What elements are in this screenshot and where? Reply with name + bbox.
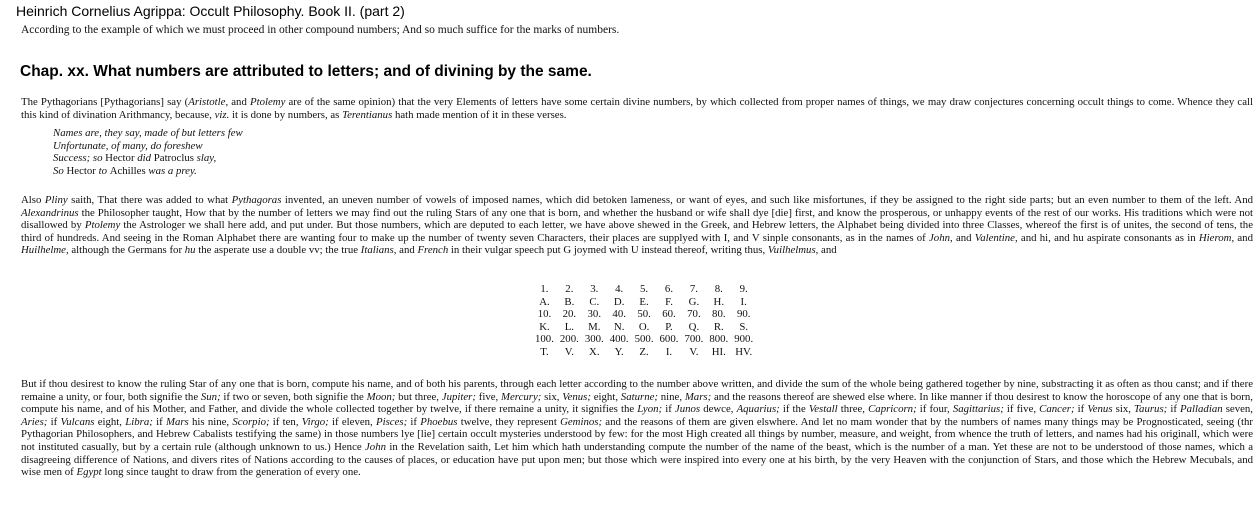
italic-name: Hierom (1198, 231, 1232, 244)
text-run: the asperate use a double vv; the true (195, 244, 361, 257)
text-run: if (47, 415, 61, 428)
italic-name: Saturne; (620, 390, 658, 403)
italic-name: Vulcans (60, 415, 95, 428)
table-cell: 7. (689, 283, 698, 295)
table-cell: E. (639, 295, 649, 308)
table-cell: 400. (609, 333, 629, 346)
intro-line: According to the example of which we must proceed in other compound numbers; And so much suffice for the marks of numbers. (21, 24, 620, 36)
verse-text: Unfortunate, of many, do foreshew (53, 139, 203, 152)
verse-line (53, 127, 243, 140)
italic-name: Egypt (76, 466, 102, 479)
text-run: the Astrologer we shall here add, and put under. But those numbers, which are deputed to each letter, we have above shewed in the Greek, and Hebrew letters, the Alphabet being divided into three Classes, whereof the first is of unites, the second of tens, the third of hundreds. And seeing in the Roman Alphabet there are wanting four to make up the number of twenty seven Characters, their places are supplyed with I, and V sinple consonants, as in the names of (21, 219, 1253, 244)
table-cell: S. (739, 320, 749, 333)
italic-name: French (417, 244, 449, 257)
italic-name: Libra; (125, 415, 153, 428)
table-cell: 800. (709, 333, 729, 346)
italic-name: Venus (1087, 403, 1113, 416)
text-run: , and (950, 231, 975, 244)
italic-name: Phoebus (420, 415, 458, 428)
italic-name: Venus; (562, 390, 591, 403)
table-row (532, 283, 756, 296)
italic-name: Pliny (44, 194, 68, 206)
text-run: in the Revelation saith, Let him which hath understanding compute the number of the name of the beast, which is the number of a man. Yet these are not to be understood of those names, which a disagreeing difference of Nations, and divers rites of Nations according to the causes of places, or education have put upon men; but those which were inspired into every one at his birth, by the very Heaven with the conjunction of Stars, and those which the Hebrew Mecubals, and wise men of (21, 440, 1254, 479)
text-run: but three, (395, 390, 442, 403)
italic-name: Vestall (808, 403, 838, 416)
table-cell: N. (613, 320, 625, 333)
text-run: for (166, 244, 185, 257)
table-cell: 5. (640, 283, 649, 295)
table-row (532, 296, 756, 309)
table-cell: 70. (687, 308, 701, 321)
italic-name: Pisces; (375, 415, 408, 428)
table-cell: P. (665, 320, 673, 333)
text-run: if (1074, 403, 1088, 416)
italic-name: Ptolemy (249, 96, 286, 108)
italic-name: Capricorn; (868, 403, 917, 416)
table-cell: 50. (637, 308, 651, 321)
letter-number-table (532, 283, 756, 359)
verse-name: Hector (66, 164, 96, 177)
text-run: eight, (94, 415, 126, 428)
italic-name: Italians (360, 244, 394, 257)
table-cell: 90. (736, 308, 751, 321)
table-cell: 2. (565, 283, 574, 295)
italic-name: Aquarius; (736, 403, 780, 416)
text-run: eight, (590, 390, 621, 403)
verse-name: Patroclus (153, 152, 194, 165)
table-cell: H. (713, 295, 725, 308)
text-run: if ten, (269, 415, 302, 428)
italic-name: Junos (674, 403, 701, 416)
italic-name: Terentianus (342, 108, 393, 121)
text-run: six, (541, 390, 563, 403)
text-run: if (152, 415, 166, 428)
table-cell: 80. (712, 308, 726, 321)
table-cell: 900. (734, 333, 754, 346)
table-cell: 600. (659, 333, 679, 346)
italic-name: Valentine (974, 231, 1015, 244)
table-cell: 700. (684, 333, 704, 346)
chapter-heading: Chap. xx. What numbers are attributed to letters; and of divining by the same. (20, 63, 592, 80)
italic-name: Cancer; (1039, 403, 1075, 416)
italic-name: hu (184, 244, 196, 257)
italic-name: Virgo; (301, 415, 329, 428)
verse-text: So (53, 164, 67, 177)
text-run: if (662, 403, 675, 416)
text-run: , and (1231, 231, 1253, 244)
table-cell: B. (564, 295, 575, 308)
table-row (532, 308, 756, 321)
text-run: hath made mention of it in these verses. (392, 108, 567, 121)
verse-name: Achilles (109, 164, 146, 177)
table-cell: M. (588, 320, 601, 333)
verse-block (53, 127, 243, 177)
text-run: twelve, they represent (457, 415, 561, 428)
table-cell: F. (665, 295, 673, 308)
text-run: invented, an uneven number of vowels of imposed names, which did betoken lameness, or want of eyes, and such like misfortunes, if they be assigned to the right side parts; but an even number to them of the left. And (281, 194, 1254, 206)
verse-text: Success; so (53, 152, 106, 165)
text-run: if (1167, 403, 1181, 416)
text-run: if eleven, (328, 415, 376, 428)
table-cell: 100. (535, 333, 554, 346)
paragraph-ruling-star (21, 378, 1253, 479)
text-run: if (407, 415, 421, 428)
table-cell: R. (713, 320, 724, 333)
table-cell: L. (564, 320, 574, 333)
table-cell: X. (589, 345, 600, 358)
italic-name: John (365, 440, 387, 453)
text-run: But if thou desirest to know the ruling Star of any one that is born, compute his name, and of both his parents, through each letter according to the number above written, and divide the sum of the whole being gathered together by nine, substracting it as often as thou canst; and if there remaine a unity, or four, both signifie the (21, 378, 1253, 403)
text-run: , and (393, 244, 418, 257)
text-run: the Philosopher taught, How that by the number of letters we may find out the ruling Stars of any one that is born, and whether the husband or wife shall dye [die] first, and know the prosperous, or unhappy events of the rest of our works. His traditions which were not disallowed by (21, 206, 1253, 232)
table-cell: HV. (735, 345, 753, 358)
page-title: Heinrich Cornelius Agrippa: Occult Philosophy. Book II. (part 2) (16, 3, 405, 19)
text-run: it is done by numbers, as (229, 108, 343, 121)
table-cell: V. (564, 345, 574, 358)
text-run: , although the (65, 244, 128, 257)
table-cell: 3. (590, 283, 599, 295)
text-run: in their vulgar speech put G joymed with U instead thereof, writing thus, (448, 244, 768, 257)
table-cell: 9. (739, 283, 748, 295)
italic-name: Scorpio; (232, 415, 270, 428)
text-run: if the (779, 403, 809, 416)
table-cell: HI. (711, 345, 726, 358)
italic-name: Moon; (366, 390, 396, 403)
verse-text: slay, (193, 152, 217, 165)
table-cell: 20. (562, 308, 577, 321)
text-run: five, (475, 390, 501, 403)
table-cell: I. (665, 345, 673, 358)
table-cell: 8. (714, 283, 723, 295)
italic-name: Mars; (684, 390, 712, 403)
text-run: six, (1112, 403, 1135, 416)
text-run: and the reasons thereof are shewed else where. In like manner if thou desirest to know the horoscope of any one that is born, compute his name, and of his Mother, and Father, and divide the whole collected together by twelve, if there remaine a unity, it signifies the (21, 390, 1254, 416)
verse-text: to (95, 164, 110, 177)
text-run: Also (21, 194, 45, 206)
paragraph-pliny (21, 194, 1253, 257)
table-row (532, 321, 756, 334)
italic-name: Palladian (1180, 403, 1223, 416)
verse-text: did (134, 152, 154, 165)
verse-line (53, 140, 243, 153)
table-cell: C. (589, 295, 600, 308)
text-run: saith, That there was added to what (67, 194, 232, 206)
text-run: The Pythagorians [Pythagorians] say ( (21, 96, 189, 108)
table-cell: Q. (688, 320, 700, 333)
paragraph-arithmancy (21, 96, 1253, 121)
table-cell: T. (540, 345, 549, 358)
table-cell: Y. (614, 345, 624, 358)
text-run: are of the same opinion) that the very Elements of letters have some certain divine numbers, by which collected from proper names of things, we may draw conjectures concerning occult things to come. Whence they call this kind of divination Arithmancy, because, (21, 96, 1253, 121)
italic-name: viz. (214, 108, 230, 121)
table-cell: 200. (559, 333, 579, 346)
italic-name: Lyon; (637, 403, 663, 416)
italic-name: Mercury; (500, 390, 542, 403)
verse-text: Names are, they say, made of but letters few (53, 127, 243, 139)
table-cell: 500. (634, 333, 654, 346)
verse-text: was a prey. (145, 164, 197, 177)
italic-name: Ptolemy (84, 219, 121, 232)
text-run: and the reasons of them are given elswhere. And let no mam wonder that by the numbers of names many things may be Prognosticated, seeing (thr Pythagorian Philosophers, and Hebrew Cabalists testifying the same) in those numbers lye [lie] certain occult mysteries understood by few: for the most High created all things by number, measure, and weight, from whence the truth of letters, and names had his originall, which were not instituted casually, but by a certain rule (although unknown to us.) Hence (21, 415, 1254, 453)
table-cell: V. (689, 345, 699, 358)
italic-name: Jupiter; (441, 390, 476, 403)
italic-name: Sagittarius; (952, 403, 1004, 416)
table-cell: 6. (664, 283, 674, 295)
table-cell: D. (613, 295, 625, 308)
text-run: if two or seven, both signifie the (220, 390, 367, 403)
verse-line (53, 152, 243, 165)
table-cell: 1. (540, 283, 549, 295)
italic-name: John (929, 231, 951, 244)
text-run: Germans (127, 244, 167, 257)
text-run: , and (815, 244, 837, 257)
italic-name: Huilhelme (21, 244, 66, 257)
table-cell: I. (740, 295, 747, 308)
table-cell: 40. (612, 308, 626, 321)
text-run: seven, (1222, 403, 1253, 416)
italic-name: Aristotle (188, 96, 226, 108)
text-run: if four, (916, 403, 953, 416)
text-run: three, (837, 403, 869, 416)
italic-name: Sun; (200, 390, 221, 403)
table-cell: O. (638, 320, 650, 333)
text-run: , and hi, and hu aspirate consonants as in (1014, 231, 1199, 244)
italic-name: Alexandrinus (21, 206, 79, 219)
table-cell: 300. (584, 333, 604, 346)
italic-name: Taurus; (1134, 403, 1168, 416)
table-cell: A. (539, 295, 550, 308)
table-cell: 10. (537, 308, 552, 321)
italic-name: Vuilhelmus (767, 244, 816, 257)
table-cell: K. (539, 320, 550, 333)
italic-name: Pythagoras (231, 194, 282, 206)
table-cell: 60. (662, 308, 676, 321)
text-run: , and (225, 96, 250, 108)
text-run: his nine, (188, 415, 233, 428)
table-cell: 4. (615, 283, 624, 295)
table-cell: G. (688, 295, 700, 308)
text-run: if five, (1003, 403, 1040, 416)
table-cell: 30. (587, 308, 602, 321)
table-row (532, 333, 756, 346)
letter-number-table-wrap (532, 283, 756, 359)
text-run: long since taught to draw from the generation of every one. (101, 466, 361, 479)
text-run: nine, (657, 390, 685, 403)
verse-line (53, 165, 243, 178)
text-run: dewce, (700, 403, 737, 416)
italic-name: Geminos; (560, 415, 603, 428)
verse-name: Hector (105, 152, 135, 165)
italic-name: Mars (165, 415, 189, 428)
table-row (532, 346, 756, 359)
italic-name: Aries; (21, 415, 48, 428)
table-cell: Z. (639, 345, 649, 358)
